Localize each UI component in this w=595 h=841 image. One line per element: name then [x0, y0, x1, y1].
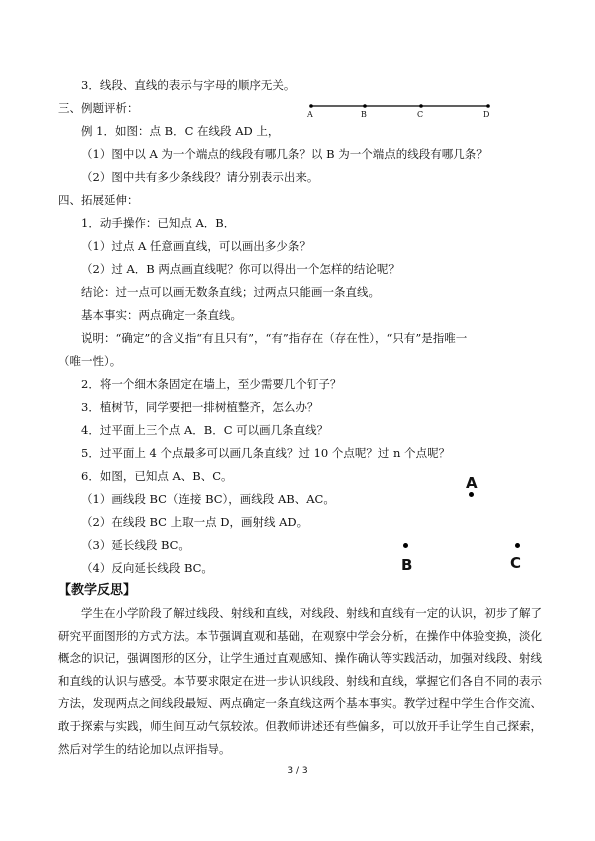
section-heading-examples: 三、例题评析：	[58, 101, 139, 115]
point-b-dot	[363, 104, 367, 108]
example-1-question-2: （2）图中共有多少条线段？请分别表示出来。	[81, 170, 319, 184]
point-a-dot	[309, 104, 313, 108]
task-6-step-1: （1）画线段 BC（连接 BC），画线段 AB、AC。	[81, 492, 335, 506]
point-a-big-label: A	[466, 474, 478, 492]
explanation-line-cont: （唯一性）。	[58, 354, 122, 368]
task-6-step-4: （4）反向延长线段 BC。	[81, 561, 213, 575]
text-line-1: 3．线段、直线的表示与字母的顺序无关。	[81, 78, 296, 92]
example-1-statement: 例 1．如图：点 B．C 在线段 AD 上，	[81, 124, 280, 138]
task-5: 5．过平面上 4 个点最多可以画几条直线？过 10 个点呢？过 n 个点呢？	[81, 446, 451, 460]
point-b-big-label: B	[401, 556, 413, 574]
basic-fact-line: 基本事实：两点确定一条直线。	[81, 308, 242, 322]
reflection-paragraph: 学生在小学阶段了解过线段、射线和直线，对线段、射线和直线有一定的认识，初步了解了研究平面图形的方式方法。本节强调直观和基础，在观察中学会分析，在操作中体验变换，淡化概念的识记，强调图形的区分，让学生通过直观感知、操作确认等实践活动，加强对线段、射线和直线的认识与感受。本节要求限定在进一步认识线段、射线和直线，掌握它们各自不同的表示方法，发现两点之间线段最短、两点确定一条直线这两个基本事实。教学过程中学生合作交流、敢于探索与实践，师生间互动气氛较浓。但教师讲述还有些偏多，可以放开手让学生自己探索，然后对学生的结论加以点评指导。	[58, 606, 542, 756]
point-b-big-dot	[403, 543, 408, 548]
point-c-big-dot	[515, 543, 520, 548]
task-3: 3．植树节，同学要把一排树植整齐，怎么办？	[81, 400, 319, 414]
task-2: 2．将一个细木条固定在墙上，至少需要几个钉子？	[81, 377, 342, 391]
explanation-line: 说明：“确定”的含义指“有且只有”，“有”指存在（存在性），“只有”是指唯一	[81, 331, 468, 345]
point-d-label: D	[483, 110, 490, 119]
point-c-dot	[419, 104, 423, 108]
task-6-step-2: （2）在线段 BC 上取一点 D，画射线 AD。	[81, 515, 309, 529]
task-1-question-1: （1）过点 A 任意画直线，可以画出多少条？	[81, 239, 311, 253]
example-1-question-1: （1）图中以 A 为一个端点的线段有哪几条？以 B 为一个端点的线段有哪几条？	[81, 147, 488, 161]
page-number: 3 / 3	[287, 766, 308, 776]
point-b-label: B	[361, 110, 367, 119]
task-4: 4．过平面上三个点 A．B．C 可以画几条直线？	[81, 423, 329, 437]
point-d-dot	[486, 104, 490, 108]
point-c-label: C	[417, 110, 424, 119]
point-a-big-dot	[469, 492, 474, 497]
task-6-step-3: （3）延长线段 BC。	[81, 538, 190, 552]
task-1-title: 1．动手操作：已知点 A．B．	[81, 216, 236, 230]
section-heading-extension: 四、拓展延伸：	[58, 193, 139, 207]
conclusion-line: 结论：过一点可以画无数条直线；过两点只能画一条直线。	[81, 285, 380, 299]
reflection-heading: 【教学反思】	[58, 583, 137, 598]
task-1-question-2: （2）过 A．B 两点画直线呢？你可以得出一个怎样的结论呢？	[81, 262, 400, 276]
point-c-big-label: C	[510, 554, 522, 572]
point-a-label: A	[307, 110, 313, 119]
task-6-title: 6．如图，已知点 A、B、C。	[81, 469, 233, 483]
